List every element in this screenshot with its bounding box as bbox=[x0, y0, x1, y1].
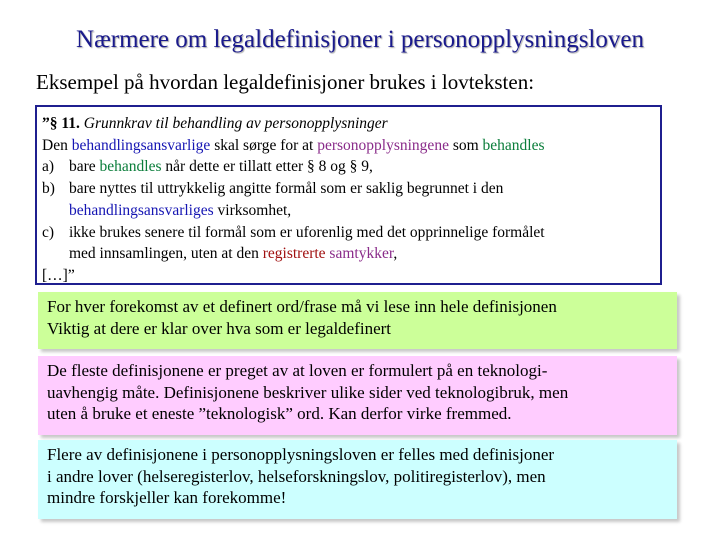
text: bare bbox=[69, 158, 100, 176]
note-line: i andre lover (helseregisterlov, helseforskningslov, politiregisterlov), men bbox=[47, 466, 546, 486]
text: bare nyttes til uttrykkelig angitte formål som er saklig begrunnet i den bbox=[69, 180, 504, 198]
note-line: For hver forekomst av et definert ord/frase må vi lese inn hele definisjonen bbox=[47, 297, 557, 316]
text: virksomhet, bbox=[213, 201, 292, 219]
item-label: b) bbox=[42, 180, 55, 198]
note-box-technology bbox=[38, 356, 677, 435]
quote-end: […]” bbox=[42, 266, 75, 284]
term-personopplysningene: personopplysningene bbox=[317, 136, 449, 154]
section-heading bbox=[42, 113, 654, 135]
note-line: mindre forskjeller kan forekomme! bbox=[47, 488, 287, 507]
text: med innsamlingen, uten at den bbox=[69, 245, 263, 263]
section-number: ”§ 11. bbox=[42, 115, 80, 132]
term-samtykker: samtykker bbox=[329, 245, 394, 263]
text: ikke brukes senere til formål som er uforenlig med det opprinnelige formålet bbox=[69, 223, 545, 241]
term-behandles: behandles bbox=[482, 136, 545, 154]
item-label: c) bbox=[42, 223, 55, 241]
text: , bbox=[393, 245, 398, 263]
term-behandlingsansvarlige: behandlingsansvarlige bbox=[71, 136, 211, 154]
note-line: Viktig at dere er klar over hva som er legaldefinert bbox=[47, 318, 392, 338]
quote-item-b bbox=[42, 178, 654, 221]
term-behandlingsansvarliges: behandlingsansvarliges bbox=[69, 201, 214, 219]
section-title: Grunnkrav til behandling av personopplysninger bbox=[83, 115, 388, 132]
note-box-other-laws bbox=[38, 440, 677, 519]
quote-item-c bbox=[42, 222, 654, 265]
term-behandles: behandles bbox=[99, 158, 162, 176]
quote-line-1 bbox=[42, 135, 654, 157]
text: når dette er tillatt etter § 8 og § 9, bbox=[161, 158, 373, 176]
slide-title: Nærmere om legaldefinisjoner i personopplysningsloven bbox=[76, 26, 644, 53]
note-line: uten å bruke et eneste ”teknologisk” ord. Kan derfor virke fremmed. bbox=[47, 404, 512, 423]
note-line: uavhengig måte. Definisjonene beskriver ulike sider ved teknologibruk, men bbox=[47, 382, 569, 402]
note-box-definitions bbox=[38, 292, 677, 349]
note-line: Flere av definisjonene i personopplysningsloven er felles med definisjoner bbox=[47, 445, 555, 464]
text: skal sørge for at bbox=[210, 136, 318, 154]
text: Den bbox=[42, 136, 72, 154]
text: som bbox=[448, 136, 483, 154]
intro-text: Eksempel på hvordan legaldefinisjoner brukes i lovteksten: bbox=[36, 70, 535, 94]
term-registrerte: registrerte bbox=[262, 245, 326, 263]
law-quote-box bbox=[35, 105, 662, 285]
quote-item-a bbox=[42, 156, 654, 178]
item-label: a) bbox=[42, 158, 55, 176]
note-line: De fleste definisjonene er preget av at loven er formulert på en teknologi- bbox=[47, 361, 548, 380]
